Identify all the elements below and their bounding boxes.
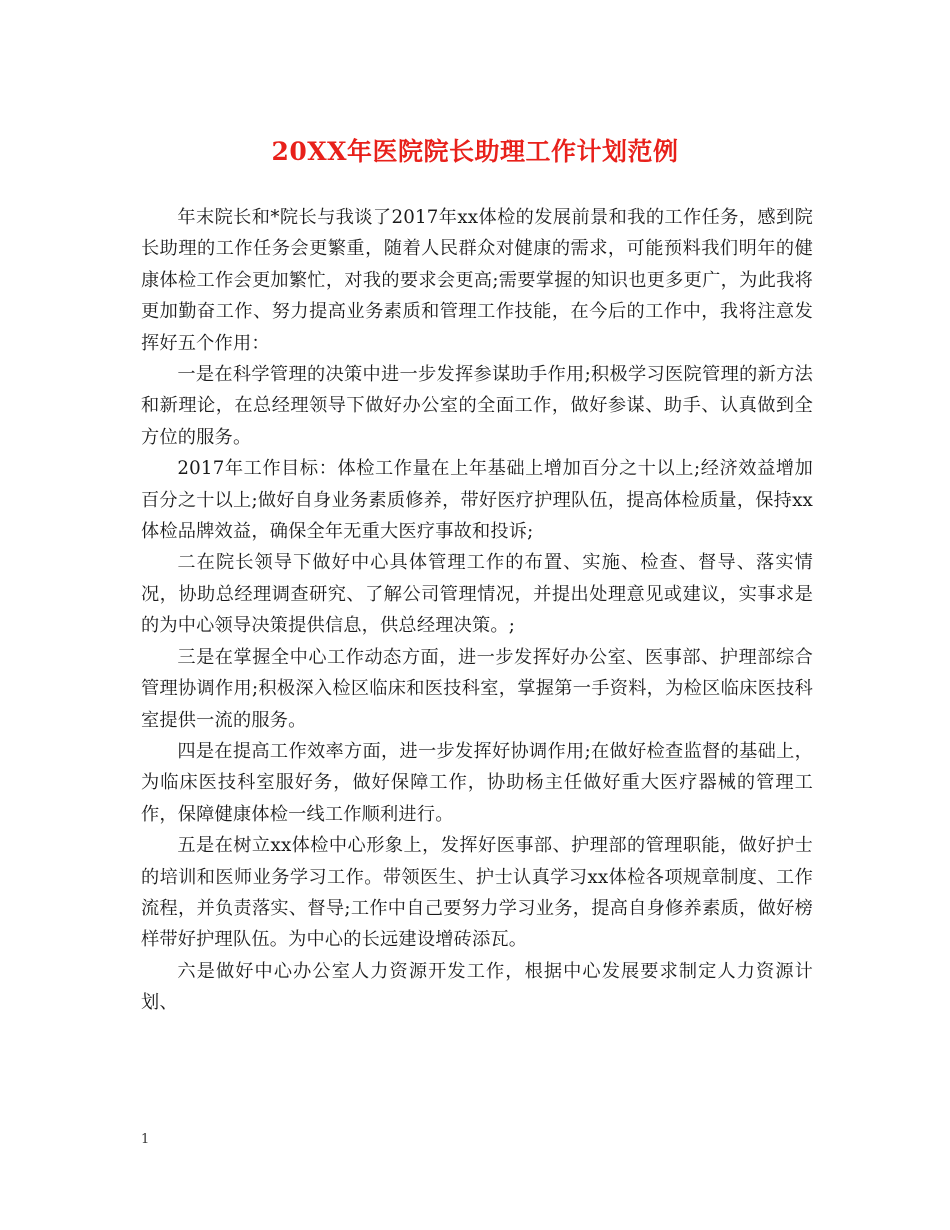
paragraph-point-one: 一是在科学管理的决策中进一步发挥参谋助手作用;积极学习医院管理的新方法和新理论，在总经理领导下做好办公室的全面工作，做好参谋、助手、认真做到全方位的服务。 xyxy=(141,364,813,448)
paragraph-point-six: 六是做好中心办公室人力资源开发工作，根据中心发展要求制定人力资源计划、 xyxy=(141,960,813,1014)
paragraph-point-two: 二在院长领导下做好中心具体管理工作的布置、实施、检查、督导、落实情况，协助总经理调查研究、了解公司管理情况，并提出处理意见或建议，实事求是的为中心领导决策提供信息，供总经理决策。; xyxy=(141,552,813,637)
paragraph-point-four: 四是在提高工作效率方面，进一步发挥好协调作用;在做好检查监督的基础上，为临床医技科室服好务，做好保障工作，协助杨主任做好重大医疗器械的管理工作，保障健康体检一线工作顺利进行。 xyxy=(141,740,813,825)
paragraph-2017-goals: 2017年工作目标：体检工作量在上年基础上增加百分之十以上;经济效益增加百分之十以上;做好自身业务素质修养，带好医疗护理队伍，提高体检质量，保持xx体检品牌效益，确保全年无重大医疗事故和投诉; xyxy=(141,458,813,543)
paragraph-intro: 年末院长和*院长与我谈了2017年xx体检的发展前景和我的工作任务，感到院长助理的工作任务会更繁重，随着人民群众对健康的需求，可能预料我们明年的健康体检工作会更加繁忙，对我的要求会更高;需要掌握的知识也更多更广，为此我将更加勤奋工作、努力提高业务素质和管理工作技能，在今后的工作中，我将注意发挥好五个作用： xyxy=(141,207,813,354)
document-body xyxy=(141,202,813,1019)
paragraph-point-three: 三是在掌握全中心工作动态方面，进一步发挥好办公室、医事部、护理部综合管理协调作用;积极深入检区临床和医技科室，掌握第一手资料，为检区临床医技科室提供一流的服务。 xyxy=(141,646,813,731)
document-title: 20XX年医院院长助理工作计划范例 xyxy=(271,137,679,166)
page-number: 1 xyxy=(141,1132,150,1147)
paragraph-point-five: 五是在树立xx体检中心形象上，发挥好医事部、护理部的管理职能，做好护士的培训和医师业务学习工作。带领医生、护士认真学习xx体检各项规章制度、工作流程，并负责落实、督导;工作中自己要努力学习业务，提高自身修养素质，做好榜样带好护理队伍。为中心的长远建设增砖添瓦。 xyxy=(141,835,813,951)
